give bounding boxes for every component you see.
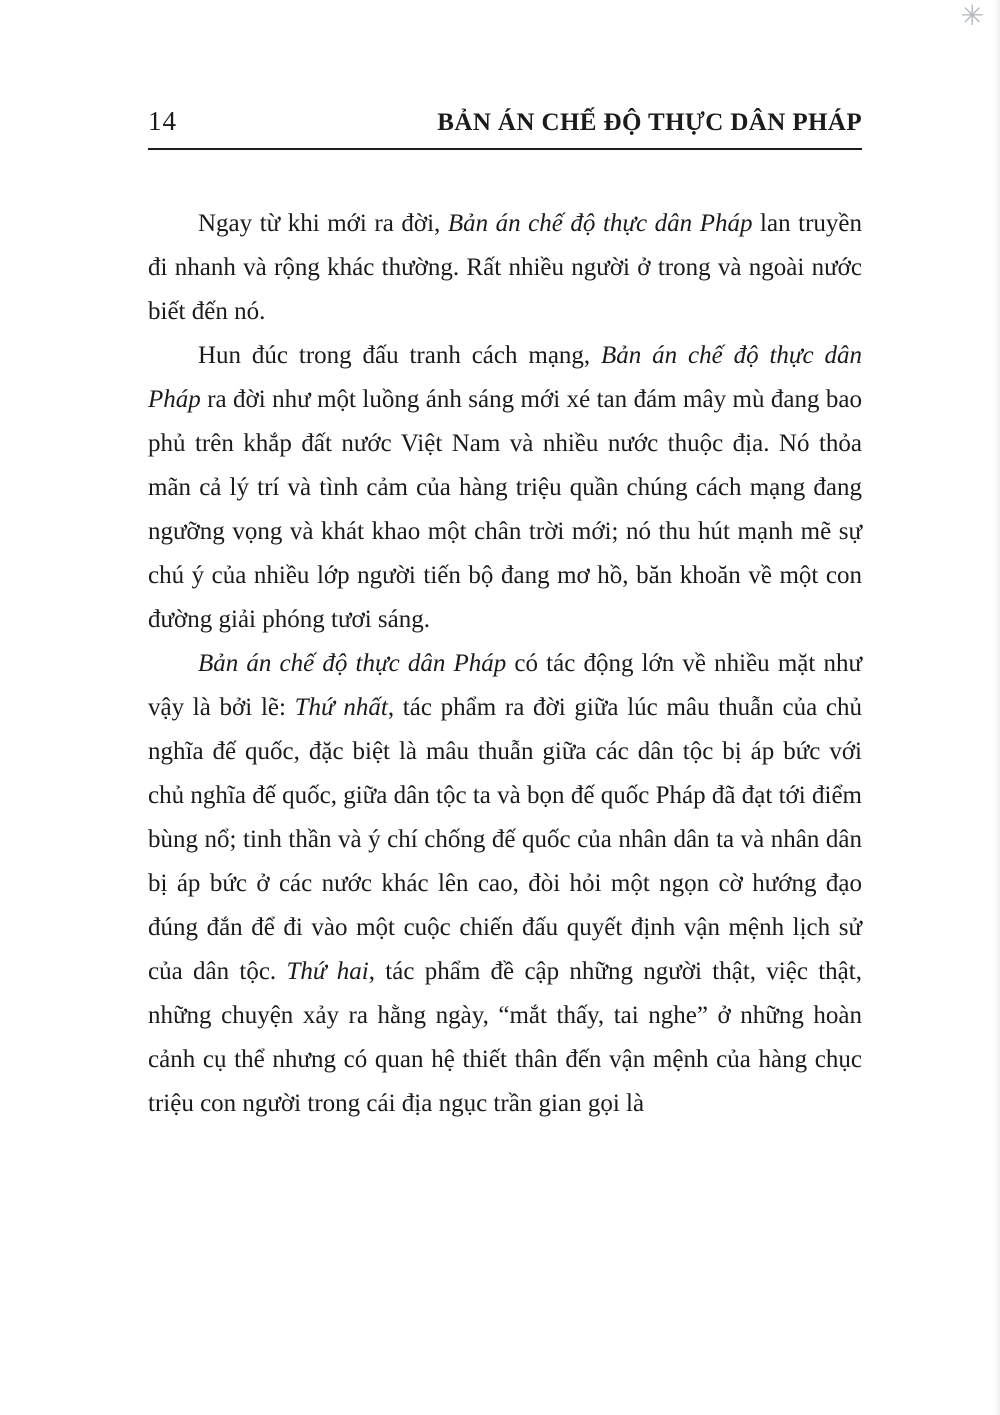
text-run: lan truyền đi nhanh và rộng khác thường. Rất nhiều người ở trong và ngoài nước biết đến nó. (148, 210, 862, 325)
text-run: có tác động lớn về nhiều mặt như vậy là bởi lẽ: (148, 650, 863, 721)
text-run: Ngay từ khi mới ra đời, (198, 210, 448, 237)
italic-text-run: Bản án chế độ thực dân Pháp (198, 650, 507, 677)
watermark-asterisk-icon: ✳ (960, 0, 984, 32)
paragraph (148, 202, 862, 334)
scan-edge-shadow (994, 0, 1000, 1415)
page-header (148, 106, 862, 137)
page-number: 14 (148, 106, 177, 136)
body-text (148, 202, 862, 1126)
paragraph (148, 642, 862, 1126)
italic-text-run: Thứ nhất (294, 694, 388, 721)
text-run: , tác phẩm ra đời giữa lúc mâu thuẫn của chủ nghĩa đế quốc, đặc biệt là mâu thuẫn giữa các dân tộc bị áp bức với chủ nghĩa đế quốc, giữa dân tộc ta và bọn đế quốc Pháp đã đạt tới điểm bùng nổ; tinh thần và ý chí chống đế quốc của nhân dân ta và nhân dân bị áp bức ở các nước khác lên cao, đòi hỏi một ngọn cờ hướng đạo đúng đắn để đi vào một cuộc chiến đấu quyết định vận mệnh lịch sử của dân tộc. (148, 694, 862, 985)
running-title: BẢN ÁN CHẾ ĐỘ THỰC DÂN PHÁP (437, 109, 862, 136)
header-rule (148, 148, 862, 150)
text-run: , tác phẩm đề cập những người thật, việc thật, những chuyện xảy ra hằng ngày, “mắt thấy, tai nghe” ở những hoàn cảnh cụ thể nhưng có quan hệ thiết thân đến vận mệnh của hàng chục triệu con người trong cái địa ngục trần gian gọi là (148, 958, 862, 1117)
italic-text-run: Thứ hai (286, 958, 369, 985)
paragraph (148, 334, 862, 642)
italic-text-run: Bản án chế độ thực dân Pháp (148, 342, 863, 413)
italic-text-run: Bản án chế độ thực dân Pháp (447, 210, 753, 237)
text-run: Hun đúc trong đấu tranh cách mạng, (198, 342, 602, 369)
text-run: ra đời như một luồng ánh sáng mới xé tan đám mây mù đang bao phủ trên khắp đất nước Việt Nam và nhiều nước thuộc địa. Nó thỏa mãn cả lý trí và tình cảm của hàng triệu quần chúng cách mạng đang ngưỡng vọng và khát khao một chân trời mới; nó thu hút mạnh mẽ sự chú ý của nhiều lớp người tiến bộ đang mơ hồ, băn khoăn về một con đường giải phóng tươi sáng. (148, 386, 862, 633)
